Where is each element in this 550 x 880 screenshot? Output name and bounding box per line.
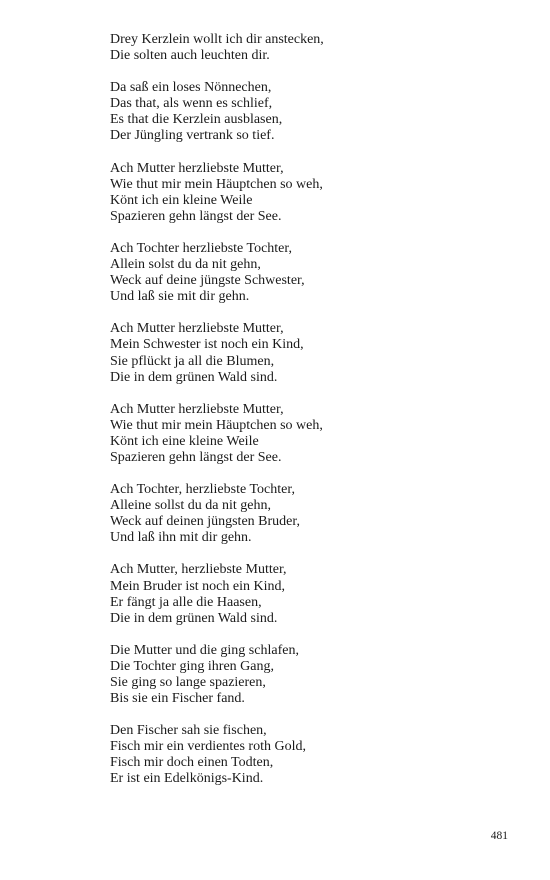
poem-line: Er fängt ja alle die Haasen, <box>110 594 262 610</box>
poem-line: Weck auf deinen jüngsten Bruder, <box>110 514 300 530</box>
stanza <box>110 80 530 144</box>
poem-line: Ach Mutter herzliebste Mutter, <box>110 401 284 417</box>
page-number: 481 <box>490 830 508 842</box>
stanza <box>110 241 530 305</box>
poem-line: Den Fischer sah sie fischen, <box>110 723 267 739</box>
poem-line: Bis sie ein Fischer fand. <box>110 691 245 707</box>
poem-line: Das that, als wenn es schlief, <box>110 96 273 112</box>
poem-line: Wie thut mir mein Häuptchen so weh, <box>110 176 323 192</box>
poem-line: Weck auf deine jüngste Schwester, <box>110 273 305 289</box>
stanza <box>110 161 530 225</box>
poem-line: Und laß ihn mit dir gehn. <box>110 530 252 546</box>
poem-text <box>110 32 530 804</box>
stanza <box>110 32 530 64</box>
poem-line: Ach Tochter herzliebste Tochter, <box>110 240 292 256</box>
stanza <box>110 482 530 546</box>
poem-line: Allein solst du da nit gehn, <box>110 257 261 273</box>
poem-line: Es that die Kerzlein ausblasen, <box>110 112 283 128</box>
poem-line: Ach Tochter, herzliebste Tochter, <box>110 482 295 498</box>
poem-line: Sie pflückt ja all die Blumen, <box>110 353 275 369</box>
stanza <box>110 321 530 385</box>
poem-line: Spazieren gehn längst der See. <box>110 208 282 224</box>
poem-line: Der Jüngling vertrank so tief. <box>110 128 275 144</box>
poem-line: Die Mutter und die ging schlafen, <box>110 642 299 658</box>
poem-line: Ach Mutter, herzliebste Mutter, <box>110 562 287 578</box>
poem-line: Ach Mutter herzliebste Mutter, <box>110 160 284 176</box>
poem-line: Alleine sollst du da nit gehn, <box>110 498 271 514</box>
poem-line: Und laß sie mit dir gehn. <box>110 289 250 305</box>
stanza <box>110 723 530 787</box>
poem-line: Fisch mir doch einen Todten, <box>110 755 274 771</box>
stanza <box>110 402 530 466</box>
stanza <box>110 562 530 626</box>
poem-line: Ach Mutter herzliebste Mutter, <box>110 321 284 337</box>
poem-line: Die in dem grünen Wald sind. <box>110 369 278 385</box>
poem-line: Wie thut mir mein Häuptchen so weh, <box>110 417 323 433</box>
poem-line: Sie ging so lange spazieren, <box>110 675 266 690</box>
poem-line: Mein Bruder ist noch ein Kind, <box>110 578 285 594</box>
poem-line: Mein Schwester ist noch ein Kind, <box>110 337 304 353</box>
poem-line: Die in dem grünen Wald sind. <box>110 610 278 626</box>
poem-line: Da saß ein loses Nönnechen, <box>110 80 272 96</box>
poem-line: Fisch mir ein verdientes roth Gold, <box>110 739 306 755</box>
poem-line: Drey Kerzlein wollt ich dir anstecken, <box>110 32 324 47</box>
stanza <box>110 643 530 707</box>
poem-line: Könt ich eine kleine Weile <box>110 433 259 449</box>
poem-line: Die solten auch leuchten dir. <box>110 48 270 64</box>
poem-line: Könt ich ein kleine Weile <box>110 192 253 208</box>
poem-line: Er ist ein Edelkönigs-Kind. <box>110 771 264 787</box>
poem-line: Die Tochter ging ihren Gang, <box>110 658 274 674</box>
poem-line: Spazieren gehn längst der See. <box>110 449 282 465</box>
